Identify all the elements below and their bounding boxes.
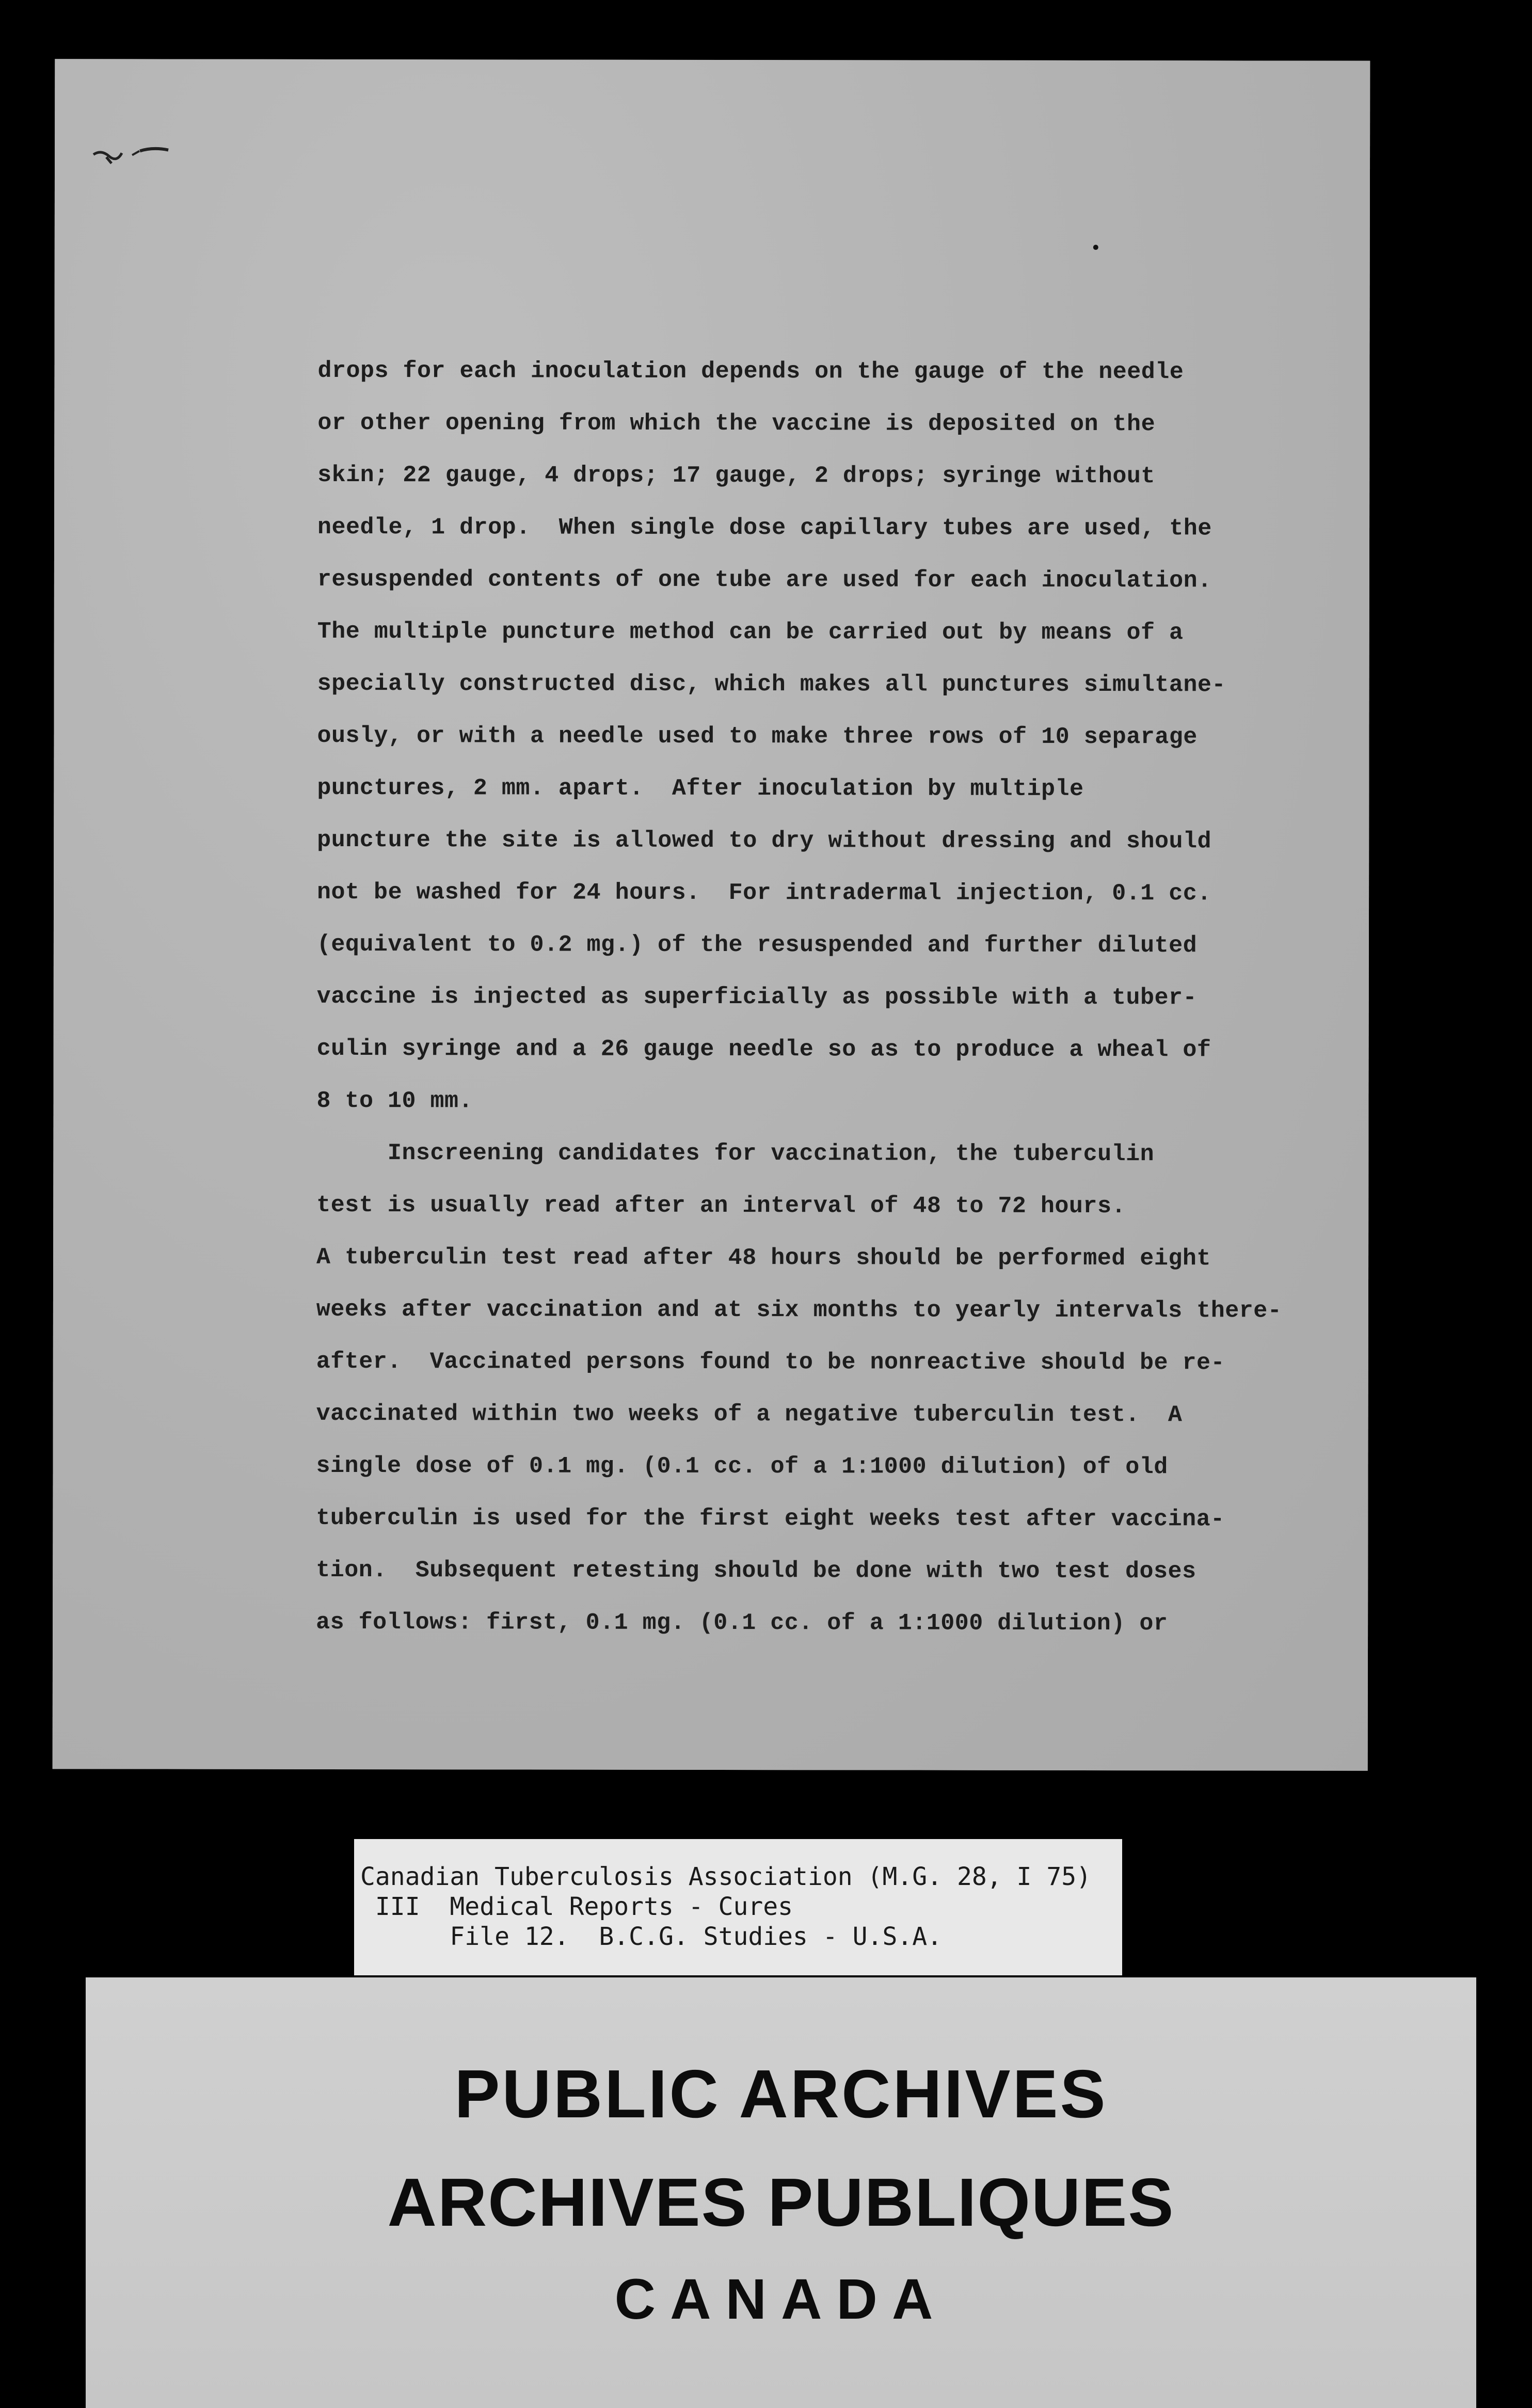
text-line: culin syringe and a 26 gauge needle so as to produce a wheal of [316,1035,1211,1064]
text-line: puncture the site is allowed to dry without dressing and should [317,827,1212,855]
text-line: after. Vaccinated persons found to be nonreactive should be re- [316,1348,1225,1376]
archive-reference-label [354,1839,1122,1975]
label-line-file: File 12. B.C.G. Studies - U.S.A. [360,1922,943,1951]
text-line: test is usually read after an interval of 48 to 72 hours. [316,1192,1126,1220]
text-line: single dose of 0.1 mg. (0.1 cc. of a 1:1000 dilution) of old [316,1452,1168,1481]
banner-title-french: ARCHIVES PUBLIQUES [387,2164,1175,2240]
text-line: drops for each inoculation depends on the gauge of the needle [317,357,1184,386]
text-line: resuspended contents of one tube are used for each inoculation. [317,566,1212,594]
text-line: not be washed for 24 hours. For intradermal injection, 0.1 cc. [317,879,1211,907]
text-line: weeks after vaccination and at six months to yearly intervals there- [316,1296,1282,1324]
banner-title-english: PUBLIC ARCHIVES [454,2056,1108,2132]
archives-banner [86,1977,1476,2408]
text-line: tion. Subsequent retesting should be done with two test doses [316,1557,1196,1585]
text-line: punctures, 2 mm. apart. After inoculation by multiple [317,774,1084,803]
text-line: A tuberculin test read after 48 hours should be performed eight [316,1244,1211,1272]
document-page [53,59,1370,1771]
ink-mark [91,141,179,167]
text-line: ously, or with a needle used to make three rows of 10 separage [317,722,1198,751]
text-line: specially constructed disc, which makes all punctures simultane- [317,670,1226,699]
text-line: needle, 1 drop. When single dose capillary tubes are used, the [317,514,1212,542]
label-line-collection: Canadian Tuberculosis Association (M.G. 28, I 75) [360,1862,1092,1891]
typed-text-body [316,345,1350,1650]
text-line: skin; 22 gauge, 4 drops; 17 gauge, 2 drops; syringe without [317,462,1155,490]
text-line: 8 to 10 mm. [316,1087,473,1115]
text-line: vaccinated within two weeks of a negative tuberculin test. A [316,1400,1183,1429]
text-line: as follows: first, 0.1 mg. (0.1 cc. of a 1:1000 dilution) or [316,1609,1168,1637]
ink-dot [1093,245,1098,250]
label-line-series: III Medical Reports - Cures [360,1892,793,1921]
text-line: Inscreening candidates for vaccination, the tuberculin [316,1139,1155,1168]
text-line: or other opening from which the vaccine is deposited on the [317,409,1156,438]
banner-country: CANADA [614,2268,948,2331]
text-line: vaccine is injected as superficially as possible with a tuber- [316,983,1198,1011]
text-line: The multiple puncture method can be carried out by means of a [317,618,1184,646]
text-line: tuberculin is used for the first eight weeks test after vaccina- [316,1504,1225,1533]
text-line: (equivalent to 0.2 mg.) of the resuspended and further diluted [316,931,1198,959]
